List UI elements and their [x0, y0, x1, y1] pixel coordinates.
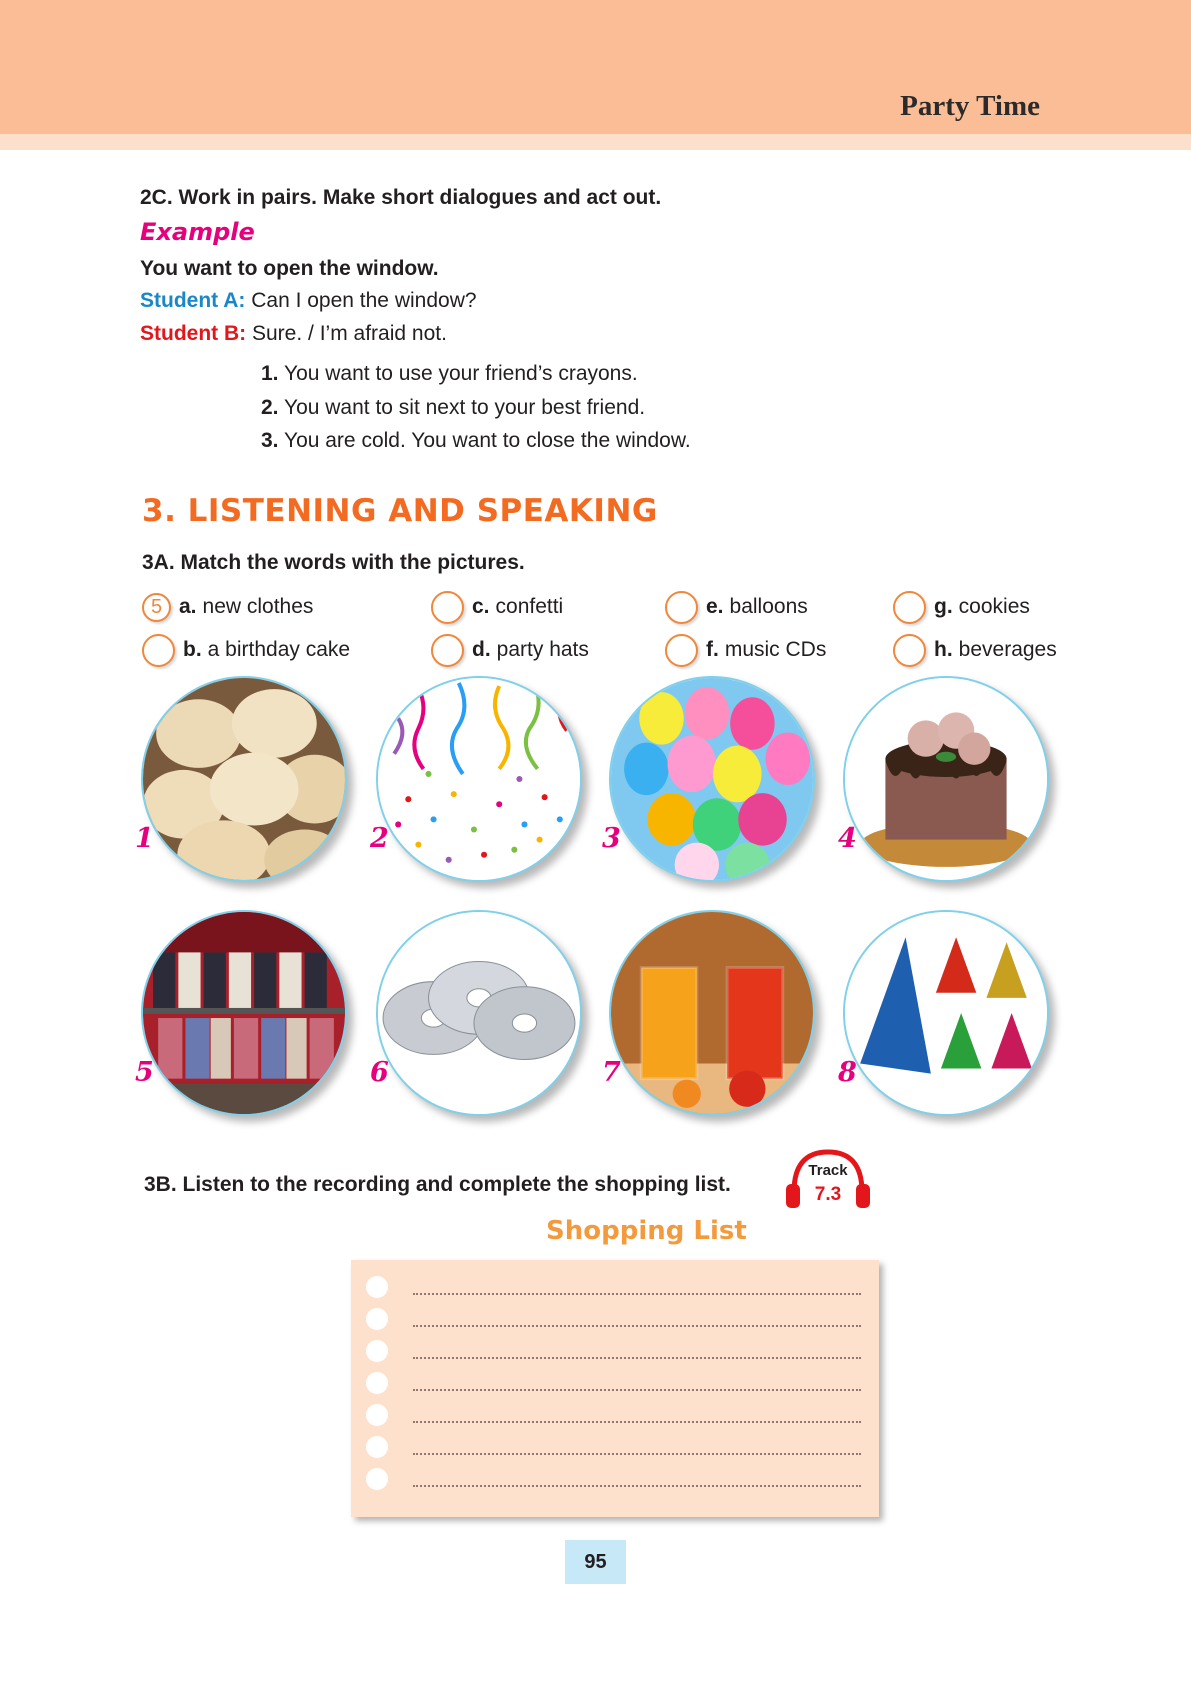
write-line[interactable] [413, 1357, 861, 1359]
dialogue-item [261, 397, 645, 418]
shopping-list-row[interactable] [351, 1334, 879, 1366]
dialogue-item-text: You want to sit next to your best friend. [283, 396, 646, 419]
bullet-hole-icon [366, 1404, 388, 1426]
shopping-list-row[interactable] [351, 1366, 879, 1398]
write-line[interactable] [413, 1389, 861, 1391]
dialogue-item-text: You want to use your friend’s crayons. [283, 362, 638, 385]
headphones-icon[interactable] [784, 1148, 872, 1212]
picture-number: 5 [135, 1057, 154, 1088]
write-line[interactable] [413, 1293, 861, 1295]
match-word: beverages [958, 638, 1057, 661]
picture-number: 4 [838, 823, 857, 854]
answer-circle[interactable]: 5 [142, 593, 171, 622]
cookies-photo [141, 676, 347, 882]
student-b-text: Sure. / I’m afraid not. [252, 322, 447, 345]
write-line[interactable] [413, 1421, 861, 1423]
answer-circle[interactable] [893, 591, 926, 624]
cds-photo [376, 910, 582, 1116]
match-letter: a. [179, 595, 197, 618]
dialogue-item [261, 430, 691, 451]
picture-number: 1 [135, 823, 154, 854]
match-item-c [431, 590, 563, 624]
shopping-list-row[interactable] [351, 1430, 879, 1462]
answer-circle[interactable] [431, 634, 464, 667]
balloons-photo [609, 676, 815, 882]
match-item-b [142, 633, 350, 667]
bullet-hole-icon [366, 1308, 388, 1330]
shopping-list-card [351, 1260, 879, 1517]
student-b-line [140, 323, 447, 344]
shopping-list-title: Shopping List [546, 1216, 747, 1246]
example-label: Example [140, 218, 255, 246]
student-b-label: Student B: [140, 322, 247, 345]
dialogue-item [261, 363, 638, 384]
task-3b-heading: 3B. Listen to the recording and complete the shopping list. [144, 1173, 731, 1196]
example-situation: You want to open the window. [140, 257, 439, 280]
match-word: new clothes [202, 595, 314, 618]
student-a-text: Can I open the window? [251, 289, 477, 312]
shopping-list-row[interactable] [351, 1302, 879, 1334]
answer-circle[interactable] [665, 591, 698, 624]
picture-number: 3 [602, 823, 621, 854]
confetti-photo [376, 676, 582, 882]
bullet-hole-icon [366, 1372, 388, 1394]
match-letter: c. [472, 595, 490, 618]
match-item-h [893, 633, 1057, 667]
picture-number: 7 [602, 1057, 621, 1088]
match-item-a [142, 590, 313, 624]
unit-title: Party Time [900, 90, 1040, 122]
match-letter: e. [706, 595, 724, 618]
match-letter: h. [934, 638, 953, 661]
match-item-f [665, 633, 826, 667]
student-a-label: Student A: [140, 289, 246, 312]
match-letter: b. [183, 638, 202, 661]
page-number: 95 [565, 1540, 626, 1584]
answer-circle[interactable] [665, 634, 698, 667]
task-3a-heading: 3A. Match the words with the pictures. [142, 551, 525, 574]
party-hats-photo [843, 910, 1049, 1116]
match-item-e [665, 590, 808, 624]
bullet-hole-icon [366, 1468, 388, 1490]
match-word: cookies [958, 595, 1030, 618]
student-a-line [140, 290, 477, 311]
answer-circle[interactable] [142, 634, 175, 667]
shopping-list-row[interactable] [351, 1398, 879, 1430]
match-word: balloons [729, 595, 808, 618]
answer-circle[interactable] [893, 634, 926, 667]
track-label: Track [808, 1162, 848, 1179]
track-number: 7.3 [814, 1184, 842, 1205]
beverages-photo [609, 910, 815, 1116]
match-word: confetti [495, 595, 564, 618]
write-line[interactable] [413, 1485, 861, 1487]
match-letter: d. [472, 638, 491, 661]
birthday-cake-photo [843, 676, 1049, 882]
match-word: party hats [496, 638, 589, 661]
section-title: 3. LISTENING AND SPEAKING [142, 493, 658, 529]
picture-number: 6 [370, 1057, 389, 1088]
match-word: a birthday cake [207, 638, 351, 661]
picture-number: 2 [370, 823, 389, 854]
dialogue-item-number: 1. [261, 362, 279, 385]
write-line[interactable] [413, 1325, 861, 1327]
match-letter: g. [934, 595, 953, 618]
task-2c-heading: 2C. Work in pairs. Make short dialogues and act out. [140, 186, 662, 209]
answer-circle[interactable] [431, 591, 464, 624]
match-item-d [431, 633, 589, 667]
bullet-hole-icon [366, 1276, 388, 1298]
bullet-hole-icon [366, 1436, 388, 1458]
header-strip [0, 134, 1191, 150]
dialogue-item-text: You are cold. You want to close the window. [283, 429, 691, 452]
match-letter: f. [706, 638, 719, 661]
match-word: music CDs [724, 638, 827, 661]
dialogue-item-number: 2. [261, 396, 279, 419]
shopping-list-row[interactable] [351, 1270, 879, 1302]
match-item-g [893, 590, 1030, 624]
shopping-list-row[interactable] [351, 1462, 879, 1494]
dialogue-item-number: 3. [261, 429, 279, 452]
clothes-photo [141, 910, 347, 1116]
write-line[interactable] [413, 1453, 861, 1455]
bullet-hole-icon [366, 1340, 388, 1362]
picture-number: 8 [838, 1057, 857, 1088]
